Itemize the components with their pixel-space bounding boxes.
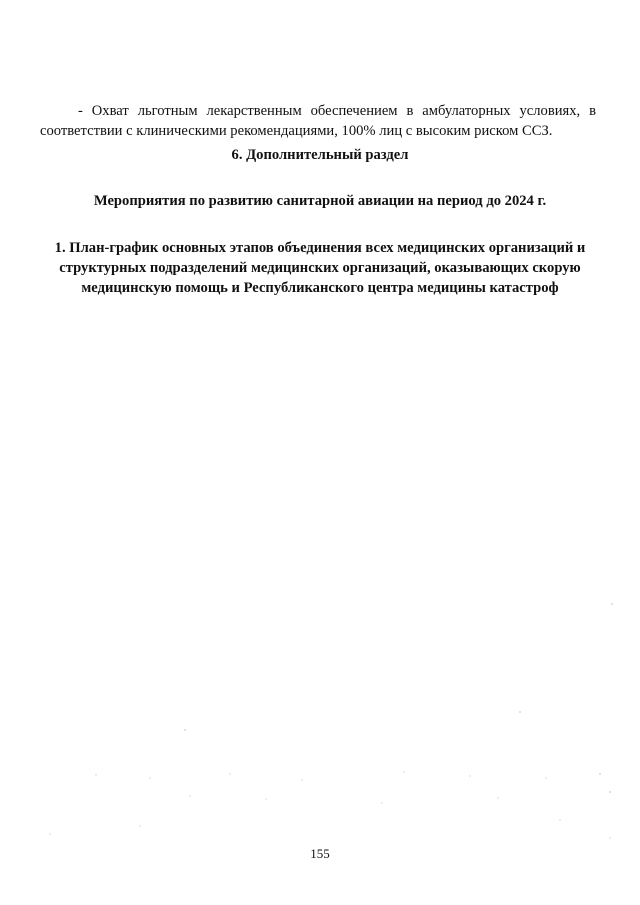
page-number: 155 xyxy=(310,846,330,861)
bullet-paragraph: - Охват льготным лекарственным обеспечением в амбулаторных условиях, в соответствии с клиническими рекомендациями, 100% лиц с высоким риском ССЗ. xyxy=(40,102,596,139)
events-heading: Мероприятия по развитию санитарной авиации на период до 2024 г. xyxy=(93,193,547,209)
plan-heading: 1. План-график основных этапов объединения всех медицинских организаций и структурных подразделений медицинских организаций, оказывающих скорую медицинскую помощь и Республиканского центра медицины катастроф xyxy=(54,240,586,296)
section-heading: 6. Дополнительный раздел xyxy=(231,147,409,163)
